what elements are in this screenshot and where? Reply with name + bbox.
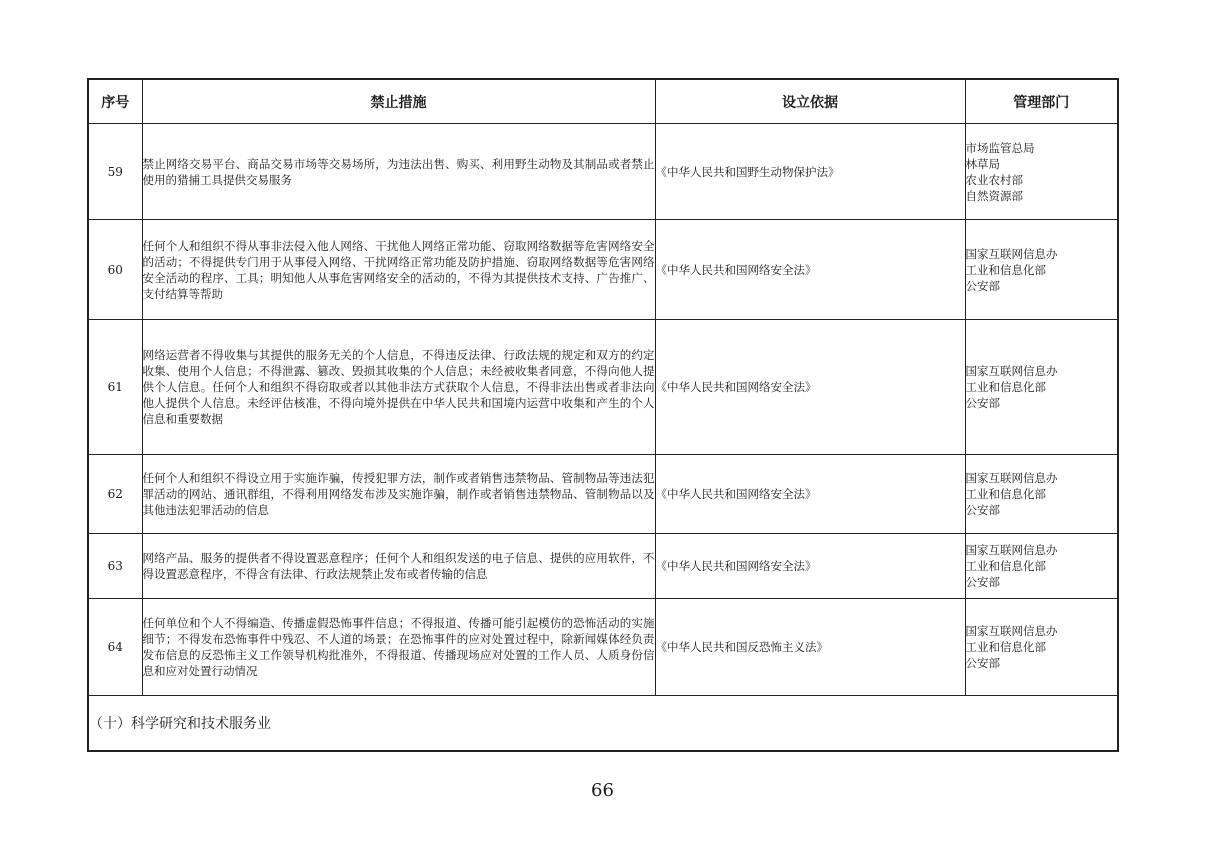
page-number: 66	[591, 780, 614, 801]
dept-name: 国家互联网信息办	[965, 543, 1058, 557]
table-row	[88, 320, 1118, 455]
header-dept: 管理部门	[965, 79, 1118, 124]
dept-name: 市场监管总局	[965, 140, 1035, 155]
dept-name: 公安部	[965, 656, 1000, 670]
row-dept	[965, 220, 1118, 320]
dept-name: 工业和信息化部	[965, 262, 1046, 277]
table-row	[88, 534, 1118, 599]
row-basis: 《中华人民共和国网络安全法》	[655, 455, 965, 534]
header-basis: 设立依据	[655, 79, 965, 124]
dept-name: 自然资源部	[965, 188, 1023, 203]
row-dept	[965, 455, 1118, 534]
dept-name: 工业和信息化部	[965, 487, 1046, 501]
row-dept	[965, 599, 1118, 696]
row-basis: 《中华人民共和国网络安全法》	[655, 534, 965, 599]
dept-name: 公安部	[965, 503, 1000, 517]
header-no: 序号	[88, 79, 142, 124]
row-measure: 网络运营者不得收集与其提供的服务无关的个人信息，不得违反法律、行政法规的规定和双方的约定收集、使用个人信息；不得泄露、篡改、毁损其收集的个人信息；未经被收集者同意，不得向他人提供个人信息。任何个人和组织不得窃取或者以其他非法方式获取个人信息，不得非法出售或者非法向他人提供个人信息。未经评估核准，不得向境外提供在中华人民共和国境内运营中收集和产生的个人信息和重要数据	[142, 320, 655, 455]
dept-name: 林草局	[965, 156, 1000, 171]
dept-name: 农业农村部	[965, 172, 1023, 187]
row-no: 60	[88, 220, 142, 320]
row-no: 64	[88, 599, 142, 696]
table-row	[88, 599, 1118, 696]
dept-name: 公安部	[965, 575, 1000, 589]
row-no: 62	[88, 455, 142, 534]
row-measure: 任何个人和组织不得从事非法侵入他人网络、干扰他人网络正常功能、窃取网络数据等危害网络安全的活动；不得提供专门用于从事侵入网络、干扰网络正常功能及防护措施、窃取网络数据等危害网络安全活动的程序、工具；明知他人从事危害网络安全的活动的，不得为其提供技术支持、广告推广、支付结算等帮助	[142, 220, 655, 320]
dept-name: 公安部	[965, 278, 1000, 293]
row-no: 63	[88, 534, 142, 599]
row-dept	[965, 124, 1118, 220]
row-basis: 《中华人民共和国反恐怖主义法》	[655, 599, 965, 696]
dept-name: 国家互联网信息办	[965, 246, 1058, 261]
dept-name: 国家互联网信息办	[965, 471, 1058, 485]
table-row	[88, 455, 1118, 534]
row-basis: 《中华人民共和国网络安全法》	[655, 320, 965, 455]
table-header-row	[88, 79, 1118, 124]
row-no: 59	[88, 124, 142, 220]
row-dept	[965, 320, 1118, 455]
prohibition-table	[87, 78, 1119, 752]
dept-name: 工业和信息化部	[965, 380, 1046, 394]
row-basis: 《中华人民共和国网络安全法》	[655, 220, 965, 320]
row-measure: 任何单位和个人不得编造、传播虚假恐怖事件信息；不得报道、传播可能引起模仿的恐怖活动的实施细节；不得发布恐怖事件中残忍、不人道的场景；在恐怖事件的应对处置过程中，除新闻媒体经负责发布信息的反恐怖主义工作领导机构批准外，不得报道、传播现场应对处置的工作人员、人质身份信息和应对处置行动情况	[142, 599, 655, 696]
dept-name: 国家互联网信息办	[965, 364, 1058, 378]
row-measure: 网络产品、服务的提供者不得设置恶意程序；任何个人和组织发送的电子信息、提供的应用软件，不得设置恶意程序，不得含有法律、行政法规禁止发布或者传输的信息	[142, 534, 655, 599]
row-no: 61	[88, 320, 142, 455]
row-dept	[965, 534, 1118, 599]
section-title: （十）科学研究和技术服务业	[88, 696, 1118, 752]
dept-name: 工业和信息化部	[965, 559, 1046, 573]
header-measure: 禁止措施	[142, 79, 655, 124]
dept-name: 工业和信息化部	[965, 640, 1046, 654]
dept-name: 公安部	[965, 396, 1000, 410]
section-row	[88, 696, 1118, 752]
row-measure: 任何个人和组织不得设立用于实施诈骗，传授犯罪方法，制作或者销售违禁物品、管制物品等违法犯罪活动的网站、通讯群组，不得利用网络发布涉及实施诈骗，制作或者销售违禁物品、管制物品以及其他违法犯罪活动的信息	[142, 455, 655, 534]
dept-name: 国家互联网信息办	[965, 624, 1058, 638]
row-basis: 《中华人民共和国野生动物保护法》	[655, 124, 965, 220]
row-measure: 禁止网络交易平台、商品交易市场等交易场所，为违法出售、购买、利用野生动物及其制品或者禁止使用的猎捕工具提供交易服务	[142, 124, 655, 220]
table-row	[88, 220, 1118, 320]
table-row	[88, 124, 1118, 220]
